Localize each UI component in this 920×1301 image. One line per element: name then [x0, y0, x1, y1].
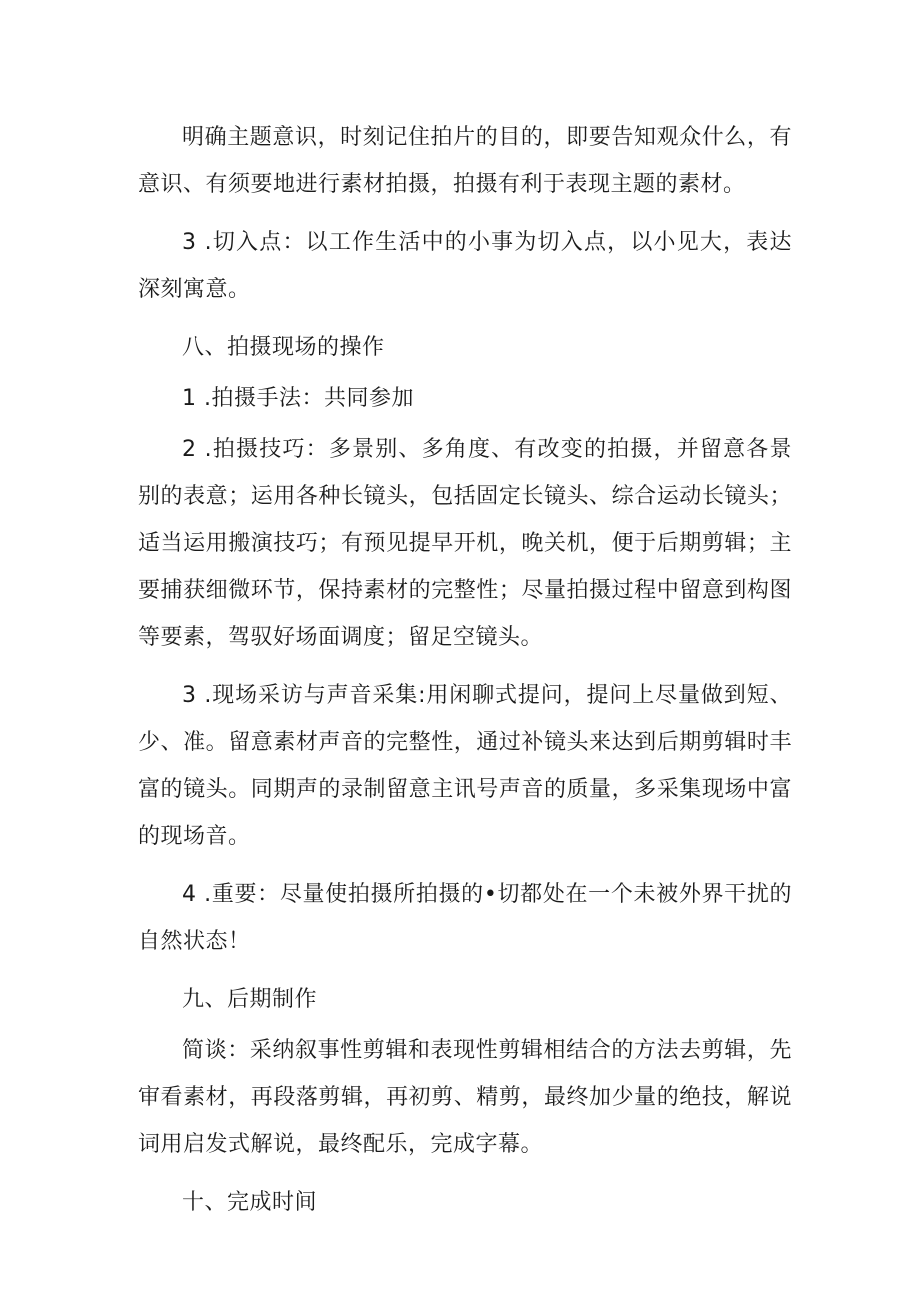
paragraph-shooting-skills: 2 .拍摄技巧：多景别、多角度、有改变的拍摄，并留意各景别的表意；运用各种长镜头，包括固定长镜头、综合运动长镜头；适当运用搬演技巧；有预见提早开机，晚关机，便于后期剪辑；主要捕获细微环节，保持素材的完整性；尽量拍摄过程中留意到构图等要素，驾驭好场面调度；留足空镜头。: [138, 437, 792, 650]
section-heading-completion-time: 十、完成时间: [182, 1190, 318, 1215]
section-heading-post-production: 九、后期制作: [182, 987, 318, 1012]
paragraph-entry-point: 3 .切入点：以工作生活中的小事为切入点，以小见大，表达深刻寓意。: [138, 230, 792, 302]
section-heading-shooting-operations: 八、拍摄现场的操作: [182, 335, 385, 360]
paragraph-important-note: 4 .重要：尽量使拍摄所拍摄的•切都处在一个未被外界干扰的自然状态！: [138, 882, 792, 954]
paragraph-post-production-summary: 简谈：采纳叙事性剪辑和表现性剪辑相结合的方法去剪辑，先审看素材，再段落剪辑，再初剪、精剪，最终加少量的绝技，解说词用启发式解说，最终配乐，完成字幕。: [138, 1038, 792, 1157]
paragraph-theme-awareness: 明确主题意识，时刻记住拍片的目的，即要告知观众什么，有意识、有须要地进行素材拍摄，拍摄有利于表现主题的素材。: [138, 125, 792, 197]
paragraph-interview-sound: 3 .现场采访与声音采集:用闲聊式提问，提问上尽量做到短、少、准。留意素材声音的完整性，通过补镜头来达到后期剪辑时丰富的镜头。同期声的录制留意主讯号声音的质量，多采集现场中富的现场音。: [138, 683, 792, 849]
paragraph-shooting-method: 1 .拍摄手法：共同参加: [182, 386, 414, 411]
